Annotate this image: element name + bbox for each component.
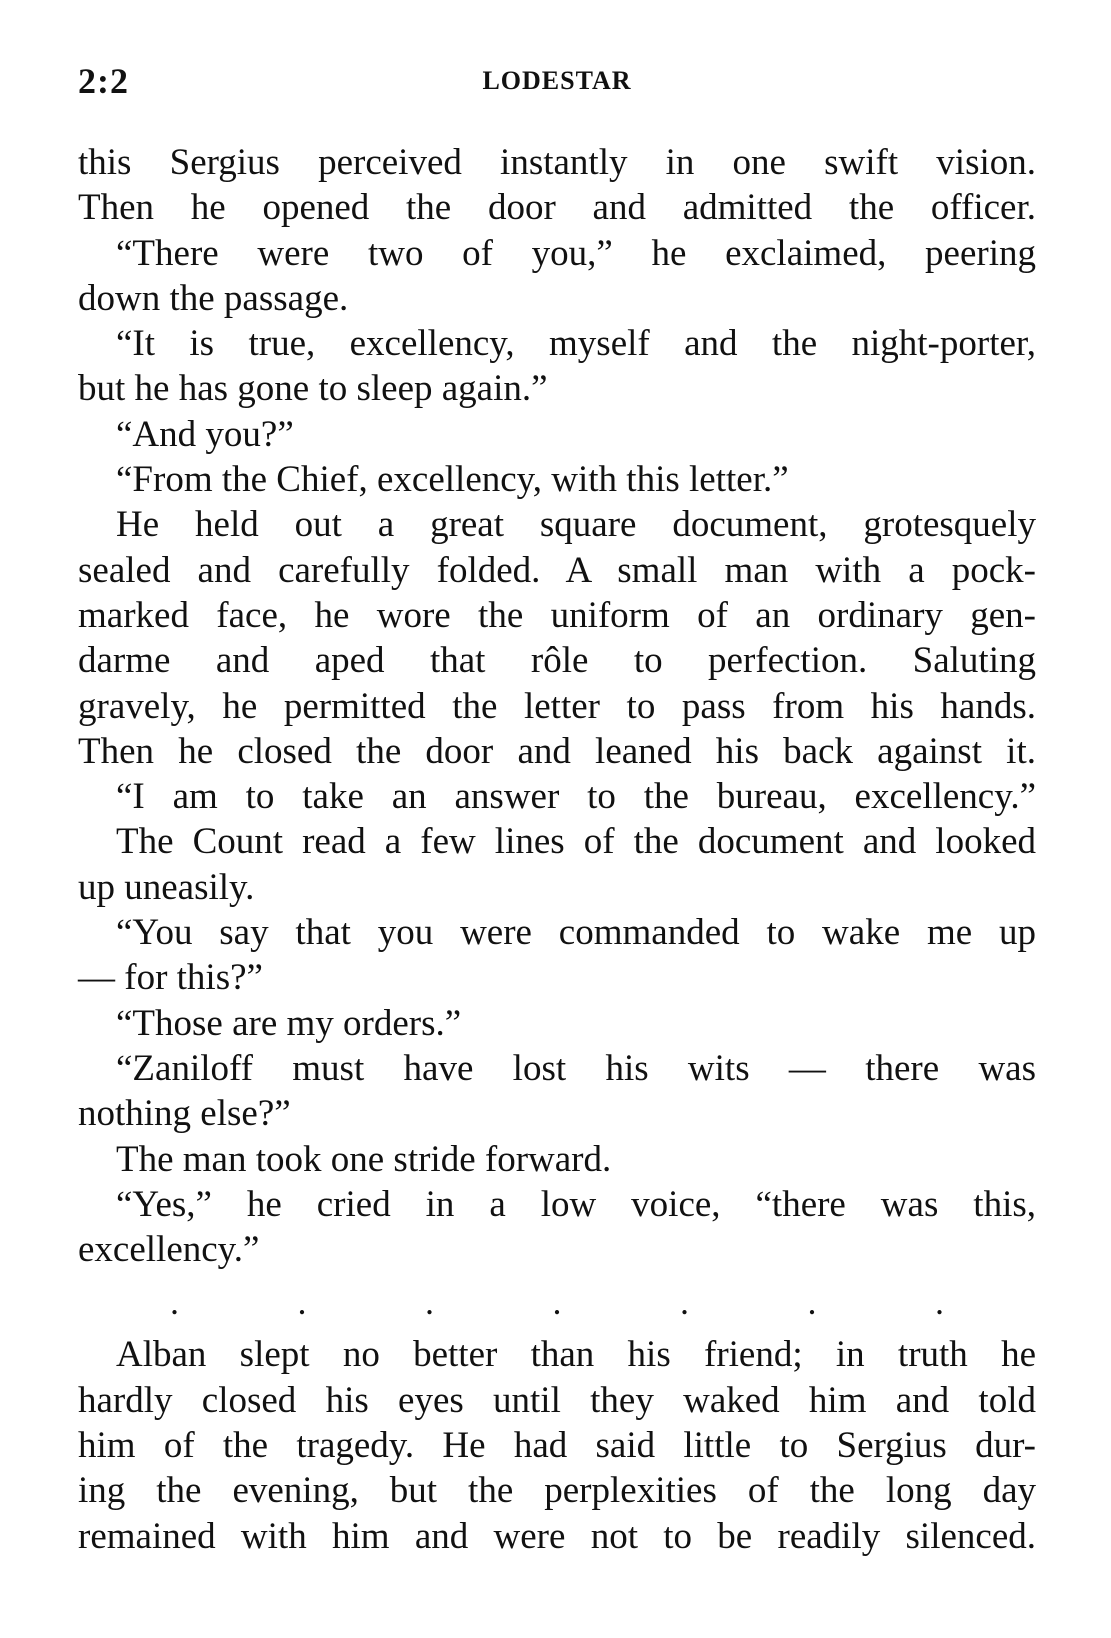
text-line: up uneasily. — [78, 866, 255, 908]
section-break-dot: . — [807, 1282, 817, 1323]
text-line: marked face, he wore the uniform of an ordinary gen- — [78, 594, 1036, 636]
text-line: him of the tragedy. He had said little to Sergius dur- — [78, 1425, 1036, 1467]
text-line: “It is true, excellency, myself and the night-porter, — [116, 323, 1036, 365]
text-line: gravely, he permitted the letter to pass from his hands. — [78, 685, 1036, 727]
text-line: “Zaniloff must have lost his wits — there was — [116, 1047, 1036, 1089]
text-line: but he has gone to sleep again.” — [78, 368, 548, 410]
section-break-dot: . — [170, 1282, 179, 1323]
text-line: excellency.” — [78, 1229, 260, 1271]
text-line: “Yes,” he cried in a low voice, “there was this, — [116, 1183, 1036, 1225]
text-line: Then he opened the door and admitted the officer. — [78, 187, 1036, 229]
section-break-dot: . — [935, 1282, 944, 1323]
text-line: this Sergius perceived instantly in one swift vision. — [78, 142, 1036, 183]
text-line: The man took one stride forward. — [116, 1138, 612, 1180]
text-line: ing the evening, but the perplexities of the long day — [78, 1470, 1036, 1512]
text-line: remained with him and were not to be readily silenced. — [78, 1515, 1036, 1557]
text-line: “You say that you were commanded to wake me up — [116, 912, 1036, 954]
text-line: sealed and carefully folded. A small man with a pock- — [78, 549, 1036, 591]
section-break-dot: . — [425, 1282, 434, 1323]
text-line: — for this?” — [78, 957, 263, 999]
page-header — [78, 60, 1036, 100]
text-line: “There were two of you,” he exclaimed, peering — [116, 232, 1036, 274]
section-break-dot: . — [297, 1282, 307, 1323]
section-break — [78, 1272, 1036, 1332]
text-line: “From the Chief, excellency, with this letter.” — [116, 459, 789, 501]
section-break-dot: . — [552, 1282, 562, 1323]
text-line: The Count read a few lines of the document and looked — [116, 821, 1036, 863]
section-break-dot: . — [680, 1282, 689, 1323]
body-text — [78, 140, 1036, 1559]
text-line: “I am to take an answer to the bureau, excellency.” — [116, 776, 1036, 818]
text-line: He held out a great square document, grotesquely — [116, 504, 1036, 546]
running-head: LODESTAR — [482, 66, 632, 95]
page-number: 2:2 — [78, 61, 129, 101]
text-line: “Those are my orders.” — [116, 1002, 462, 1044]
text-line: down the passage. — [78, 277, 349, 319]
text-line: darme and aped that rôle to perfection. Saluting — [78, 640, 1036, 682]
text-line: Alban slept no better than his friend; in truth he — [116, 1334, 1036, 1376]
text-line: “And you?” — [116, 413, 294, 455]
text-line: nothing else?” — [78, 1093, 291, 1135]
text-line: hardly closed his eyes until they waked him and told — [78, 1379, 1036, 1421]
text-line: Then he closed the door and leaned his back against it. — [78, 730, 1036, 772]
